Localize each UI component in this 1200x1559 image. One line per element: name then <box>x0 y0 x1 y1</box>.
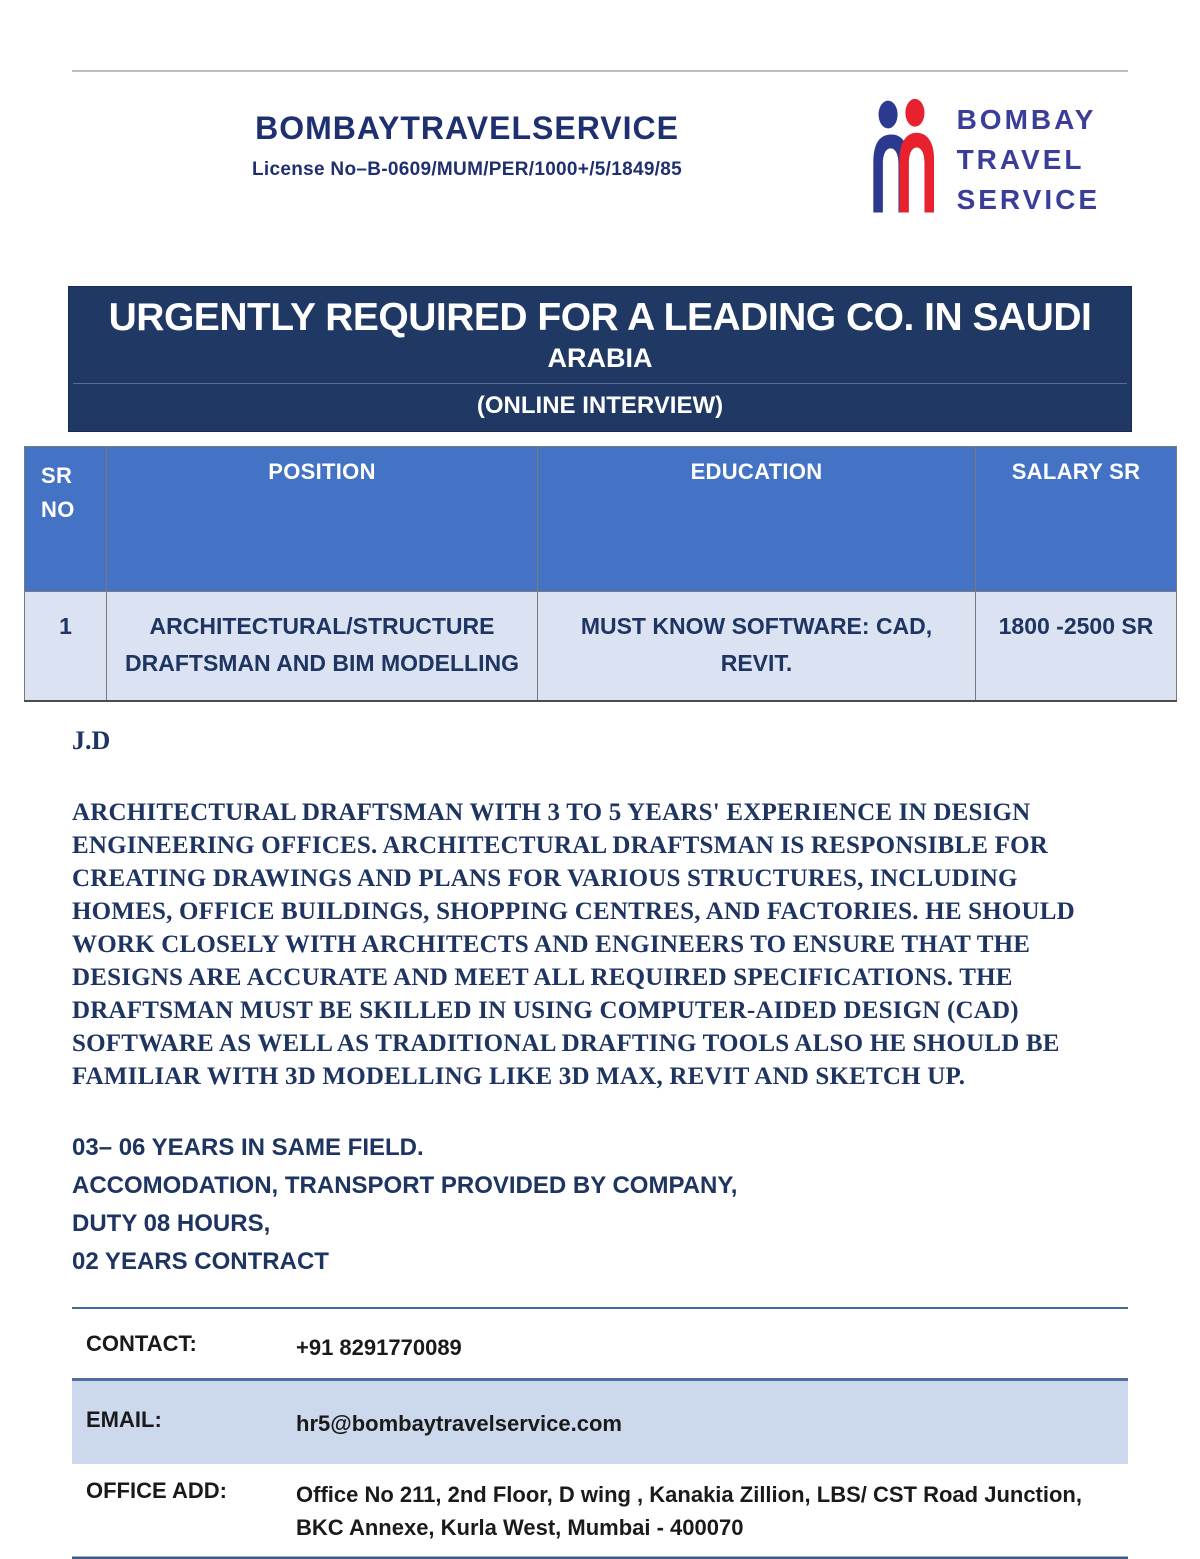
term-contract: 02 YEARS CONTRACT <box>72 1248 329 1275</box>
contact-phone-value: +91 8291770089 <box>296 1335 462 1360</box>
contact-table <box>72 1315 1128 1559</box>
vacancy-banner <box>68 286 1132 432</box>
contact-label: CONTACT: <box>86 1331 197 1356</box>
column-header-sr-no: SR NO <box>25 447 107 592</box>
banner-subtitle: (ONLINE INTERVIEW) <box>73 383 1127 421</box>
top-divider <box>72 70 1128 72</box>
office-address-value: Office No 211, 2nd Floor, D wing , Kanakia Zillion, LBS/ CST Road Junction, BKC Annexe, Kurla West, Mumbai - 400070 <box>296 1482 1082 1540</box>
license-number: License No–B-0609/MUM/PER/1000+/5/1849/85 <box>252 159 682 180</box>
table-row <box>25 592 1177 702</box>
email-label: EMAIL: <box>86 1407 162 1432</box>
logo-word-service: SERVICE <box>956 184 1100 215</box>
contact-row-office-address <box>72 1464 1128 1556</box>
cell-salary: 1800 -2500 SR <box>976 592 1177 702</box>
column-header-position: POSITION <box>107 447 538 592</box>
document-header <box>72 88 1128 248</box>
column-header-salary: SALARY SR <box>976 447 1177 592</box>
jd-heading: J.D <box>72 726 111 755</box>
terms-list <box>72 1129 1128 1281</box>
column-header-education: EDUCATION <box>538 447 976 592</box>
jd-description: ARCHITECTURAL DRAFTSMAN WITH 3 TO 5 YEARS' EXPERIENCE IN DESIGN ENGINEERING OFFICES. ARCHITECTURAL DRAFTSMAN IS RESPONSIBLE FOR CREATING DRAWINGS AND PLANS FOR VARIOUS STRUCTURES, INCLUDING HOMES, OFFICE BUILDINGS, SHOPPING CENTRES, AND FACTORIES. HE SHOULD WORK CLOSELY WITH ARCHITECTS AND ENGINEERS TO ENSURE THAT THE DESIGNS ARE ACCURATE AND MEET ALL REQUIRED SPECIFICATIONS. THE DRAFTSMAN MUST BE SKILLED IN USING COMPUTER-AIDED DESIGN (CAD) SOFTWARE AS WELL AS TRADITIONAL DRAFTING TOOLS ALSO HE SHOULD BE FAMILIAR WITH 3D MODELLING LIKE 3D MAX, REVIT AND SKETCH UP. <box>72 799 1075 1090</box>
header-titles <box>72 88 862 181</box>
office-address-label: OFFICE ADD: <box>86 1478 227 1503</box>
contact-row-email <box>72 1381 1128 1464</box>
term-experience: 03– 06 YEARS IN SAME FIELD. <box>72 1134 424 1161</box>
table-header-row <box>25 447 1177 592</box>
logo-wordmark <box>957 96 1100 220</box>
company-logo <box>869 96 1100 220</box>
logo-word-travel: TRAVEL <box>956 144 1085 175</box>
term-duty-hours: DUTY 08 HOURS, <box>72 1210 271 1237</box>
term-accommodation: ACCOMODATION, TRANSPORT PROVIDED BY COMPANY, <box>72 1172 738 1199</box>
logo-word-bombay: BOMBAY <box>956 104 1097 135</box>
company-name: BOMBAYTRAVELSERVICE <box>255 110 679 146</box>
logo-people-icon <box>869 96 947 218</box>
positions-table <box>24 446 1177 702</box>
cell-sr-no: 1 <box>25 592 107 702</box>
banner-title-line2: ARABIA <box>547 343 653 373</box>
email-value: hr5@bombaytravelservice.com <box>296 1411 622 1436</box>
contact-section-divider <box>72 1307 1128 1309</box>
contact-row-phone <box>72 1315 1128 1378</box>
document-page <box>0 70 1200 1540</box>
cell-position: ARCHITECTURAL/STRUCTURE DRAFTSMAN AND BIM MODELLING <box>107 592 538 702</box>
banner-title-line1: URGENTLY REQUIRED FOR A LEADING CO. IN SAUDI <box>108 296 1092 339</box>
cell-education: MUST KNOW SOFTWARE: CAD, REVIT. <box>538 592 976 702</box>
